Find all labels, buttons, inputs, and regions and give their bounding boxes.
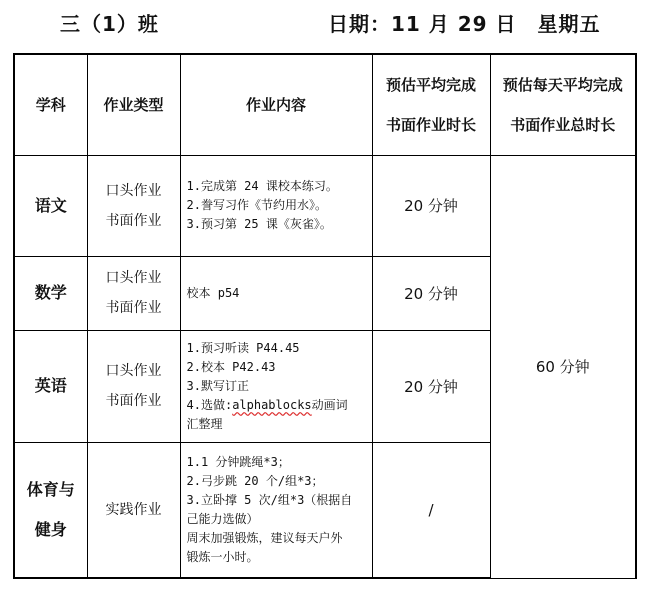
col-header-subject: 学科 xyxy=(14,54,87,155)
content-cell: 1.预习听读 P44.45 2.校本 P42.43 3.默写订正 4.选做:alphablocks动画词 汇整理 xyxy=(180,330,372,442)
type-cell: 口头作业 书面作业 xyxy=(87,330,180,442)
content-cell: 校本 p54 xyxy=(180,256,372,330)
homework-table xyxy=(13,53,637,579)
col-header-time: 预估平均完成 书面作业时长 xyxy=(372,54,490,155)
class-name: 三（1）班 xyxy=(60,12,159,36)
content-cell: 1.1 分钟跳绳*3； 2.弓步跳 20 个/组*3； 3.立卧撑 5 次/组*3（根据自 己能力选做） 周末加强锻炼，建议每天户外 锻炼一小时。 xyxy=(180,442,372,578)
type-cell: 实践作业 xyxy=(87,442,180,578)
table-header-row xyxy=(14,54,636,155)
subject-cell: 数学 xyxy=(14,256,87,330)
table-row xyxy=(14,155,636,256)
col-header-content: 作业内容 xyxy=(180,54,372,155)
subject-cell: 英语 xyxy=(14,330,87,442)
subject-cell: 体育与 健身 xyxy=(14,442,87,578)
spellcheck-word: alphablocks xyxy=(232,397,312,412)
col-header-type: 作业类型 xyxy=(87,54,180,155)
date-line: 日期：11 月 29 日 星期五 xyxy=(328,12,601,36)
time-cell: 20 分钟 xyxy=(372,330,490,442)
time-cell: 20 分钟 xyxy=(372,256,490,330)
time-cell: / xyxy=(372,442,490,578)
total-time-cell: 60 分钟 xyxy=(490,155,636,578)
type-cell: 口头作业 书面作业 xyxy=(87,256,180,330)
col-header-total-time: 预估每天平均完成 书面作业总时长 xyxy=(490,54,636,155)
type-cell: 口头作业 书面作业 xyxy=(87,155,180,256)
time-cell: 20 分钟 xyxy=(372,155,490,256)
content-cell: 1.完成第 24 课校本练习。 2.誊写习作《节约用水》。 3.预习第 25 课《灰雀》。 xyxy=(180,155,372,256)
subject-cell: 语文 xyxy=(14,155,87,256)
